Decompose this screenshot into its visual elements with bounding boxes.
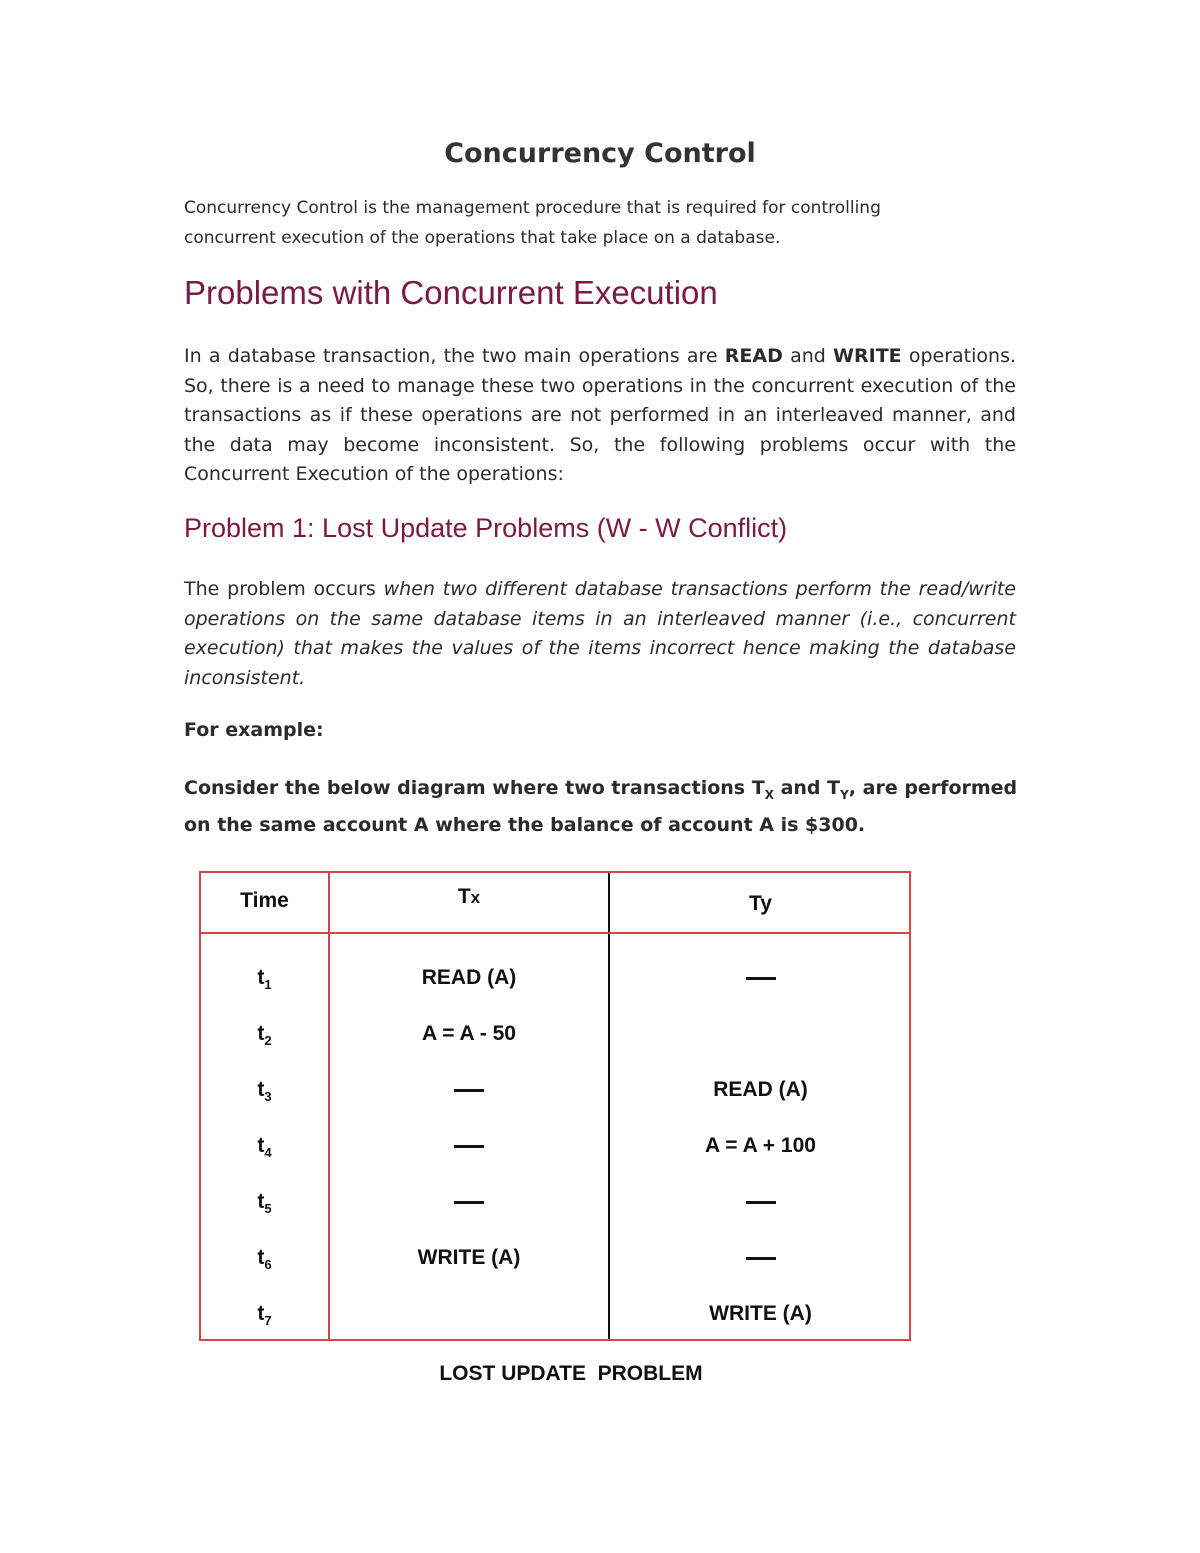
time-label: t [257,1246,265,1269]
no-operation-dash [454,1145,484,1148]
tx-cell-5 [330,1190,608,1214]
section-paragraph-part2: operations. So, there is a need to manage these two operations in the concurrent execution of the transactions as if these operations are not performed in an interleaved manner, and the data may become inconsistent. So, the following problems occur with the Concurrent Execution of the operations: [184,345,1017,485]
read-keyword: READ [724,345,783,367]
no-operation-dash [454,1089,484,1092]
tx-cell-6: WRITE (A) [417,1246,521,1269]
tx-cell-1: READ (A) [421,966,517,989]
time-label: t [257,1022,265,1045]
no-operation-dash [746,977,776,980]
lost-update-diagram [199,871,911,1341]
ty-cell-6 [610,1246,911,1270]
time-index: 4 [264,1145,272,1161]
header-time: Time [240,889,289,912]
ty-cell-7: WRITE (A) [709,1302,812,1325]
section-paragraph [184,342,1016,490]
time-index: 2 [264,1033,272,1049]
header-ty [610,892,911,916]
page-title: Concurrency Control [444,138,756,169]
time-cell-6 [201,1246,328,1272]
example-label: For example: [184,719,324,741]
header-tx-sub: x [470,888,481,907]
time-index: 7 [264,1313,272,1329]
time-index: 3 [264,1089,272,1105]
time-index: 1 [264,977,272,993]
time-index: 6 [264,1257,272,1273]
consider-part3: , are performed on the same account A where the balance of account A is $300. [184,777,1018,836]
header-tx [330,885,608,909]
no-operation-dash [454,1201,484,1204]
ty-cell-4: A = A + 100 [705,1134,816,1157]
time-cell-3 [201,1078,328,1104]
time-cell-1 [201,966,328,992]
time-label: t [257,1190,265,1213]
header-tx-base: T [457,885,471,908]
ty-cell-1 [610,966,911,990]
problem1-paragraph [184,575,1016,693]
header-divider [201,932,909,934]
time-cell-7 [201,1302,328,1328]
header-ty-sub: y [760,892,772,915]
problem1-heading: Problem 1: Lost Update Problems (W - W Conflict) [184,513,788,543]
ty-cell-3: READ (A) [713,1078,808,1101]
consider-part1: Consider the below diagram where two transactions T [184,777,765,799]
consider-part2: and T [773,777,841,799]
diagram-caption: LOST UPDATE PROBLEM [439,1362,703,1385]
time-cell-5 [201,1190,328,1216]
consider-sub-x: X [764,787,774,802]
tx-cell-3 [330,1078,608,1102]
time-label: t [257,1078,265,1101]
consider-paragraph [184,773,1024,840]
section-paragraph-and: and [782,345,834,367]
intro-line-1: Concurrency Control is the management procedure that is required for controlling [184,198,881,218]
time-label: t [257,1302,265,1325]
no-operation-dash [746,1201,776,1204]
consider-sub-y: Y [840,787,849,802]
time-label: t [257,966,265,989]
section-heading: Problems with Concurrent Execution [184,274,718,311]
tx-cell-2: A = A - 50 [422,1022,516,1045]
time-label: t [257,1134,265,1157]
problem1-lead: The problem occurs [184,578,384,600]
intro-line-2: concurrent execution of the operations that take place on a database. [184,228,781,248]
time-cell-4 [201,1134,328,1160]
tx-cell-4 [330,1134,608,1158]
no-operation-dash [746,1257,776,1260]
ty-cell-5 [610,1190,911,1214]
section-paragraph-part1: In a database transaction, the two main operations are [184,345,725,367]
intro-paragraph [184,193,984,253]
write-keyword: WRITE [833,345,902,367]
problem1-definition: when two different database transactions perform the read/write operations on the same database items in an interleaved manner (i.e., concurrent execution) that makes the values of the items incorrect hence making the database inconsistent. [184,578,1016,689]
time-index: 5 [264,1201,272,1217]
header-ty-base: T [749,892,761,915]
time-cell-2 [201,1022,328,1048]
